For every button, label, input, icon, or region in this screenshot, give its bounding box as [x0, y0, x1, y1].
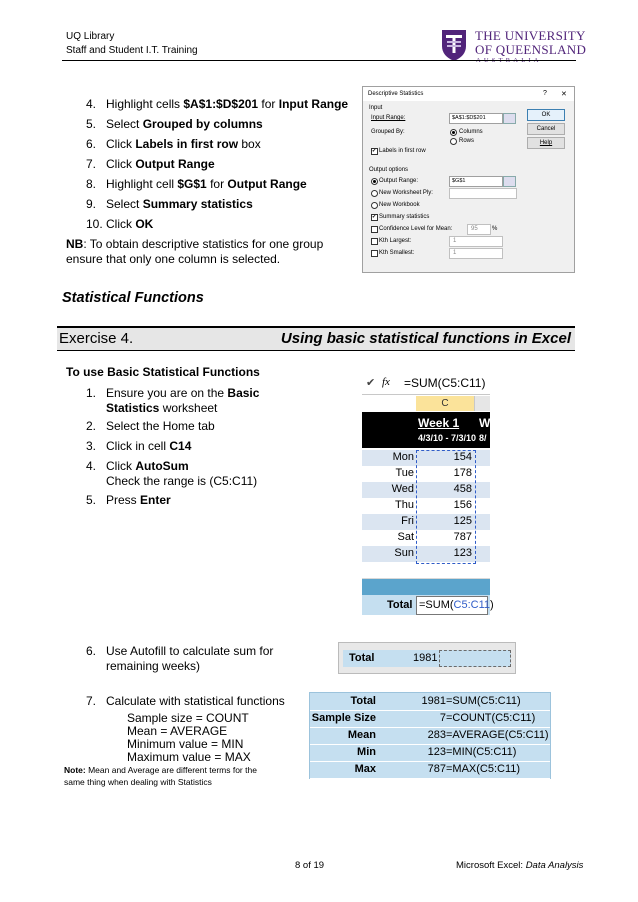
basic-heading: To use Basic Statistical Functions: [66, 365, 260, 379]
kth-smallest-label: Kth Smallest:: [379, 250, 415, 256]
stats-label: Max: [354, 763, 376, 775]
kth-largest-field[interactable]: [449, 236, 503, 247]
logo-line1: THE UNIVERSITY: [475, 28, 586, 43]
autofill-total-label: Total: [349, 652, 375, 664]
selection-marquee: [416, 450, 476, 564]
confidence-label: Confidence Level for Mean:: [379, 226, 453, 232]
note-line2: same thing when dealing with Statistics: [64, 777, 212, 787]
logo-line2: OF QUEENSLAND: [475, 42, 587, 57]
footer-title: Microsoft Excel: Data Analysis: [456, 860, 584, 871]
autofill-row: [343, 650, 511, 667]
note-line1: Mean and Average are different terms for the: [85, 765, 257, 775]
summary-stats-checkbox[interactable]: ✔: [372, 214, 377, 220]
nb-note: [66, 237, 356, 267]
stats-formula[interactable]: =SUM(C5:C11): [446, 695, 521, 707]
cancel-button[interactable]: Cancel: [527, 123, 565, 135]
output-range-label: Output Range:: [379, 178, 419, 184]
day-label: Fri: [401, 515, 414, 527]
exercise-title: Using basic statistical functions in Excel: [280, 330, 571, 347]
day-value[interactable]: 458: [453, 483, 472, 495]
day-label: Wed: [391, 483, 414, 495]
day-label: Sun: [394, 547, 414, 559]
stats-value[interactable]: 1981: [421, 695, 446, 707]
uq-crest-icon: [440, 28, 468, 62]
day-value[interactable]: 125: [453, 515, 472, 527]
day-label: Thu: [395, 499, 414, 511]
total-label: Total: [387, 599, 413, 611]
input-group-label: Input: [369, 105, 383, 111]
day-label: Tue: [395, 467, 414, 479]
stats-value[interactable]: 7: [439, 712, 446, 724]
output-range-field[interactable]: [449, 176, 503, 187]
section-title: Statistical Functions: [62, 290, 204, 306]
confirm-check-icon[interactable]: ✔: [366, 377, 376, 389]
header-line2: Staff and Student I.T. Training: [66, 45, 198, 56]
kth-smallest-value: 1: [453, 250, 457, 256]
confidence-percent: %: [492, 226, 498, 232]
dialog-close-icon[interactable]: ✕: [561, 91, 567, 98]
day-value[interactable]: 178: [453, 467, 472, 479]
radio-columns-label: Columns: [459, 129, 483, 135]
stats-value[interactable]: 283: [427, 729, 446, 741]
kth-smallest-checkbox[interactable]: [371, 250, 378, 257]
input-range-field[interactable]: [449, 113, 503, 124]
step7-item: Minimum value = MIN: [127, 737, 244, 751]
column-header-d: [475, 396, 490, 411]
stats-label: Sample Size: [311, 712, 376, 724]
stats-formula[interactable]: =COUNT(C5:C11): [446, 712, 536, 724]
date-next: 8/: [479, 433, 487, 443]
week-label: Week 1: [418, 416, 460, 430]
ok-button[interactable]: OK: [527, 109, 565, 121]
stats-row: [310, 727, 550, 745]
stats-label: Total: [350, 695, 376, 707]
day-label: Sat: [397, 531, 414, 543]
day-value[interactable]: 123: [453, 547, 472, 559]
step7-item: Maximum value = MAX: [127, 750, 251, 764]
blue-band-row: [362, 579, 490, 595]
stats-formula[interactable]: =MIN(C5:C11): [446, 746, 517, 758]
radio-new-workbook[interactable]: [371, 202, 378, 209]
input-range-collapse-button[interactable]: [503, 113, 516, 124]
confidence-checkbox[interactable]: [371, 226, 378, 233]
stats-row: [310, 761, 550, 779]
stats-row: [310, 710, 550, 728]
formula-text[interactable]: =SUM(C5:C11): [404, 376, 486, 390]
radio-rows[interactable]: [450, 138, 457, 145]
stats-label: Min: [357, 746, 376, 758]
kth-largest-checkbox[interactable]: [371, 238, 378, 245]
step7-item: Sample size = COUNT: [127, 711, 249, 725]
date-range: 4/3/10 - 7/3/10: [418, 433, 477, 443]
day-value[interactable]: 156: [453, 499, 472, 511]
labels-checkbox[interactable]: ✔: [372, 148, 377, 154]
stats-value[interactable]: 123: [427, 746, 446, 758]
input-range-value: $A$1:$D$201: [452, 115, 486, 121]
confidence-field[interactable]: [467, 224, 491, 235]
uq-logo: [440, 28, 587, 68]
descriptive-statistics-dialog: [362, 86, 575, 273]
stats-row: [310, 744, 550, 762]
new-worksheet-label: New Worksheet Ply:: [379, 190, 433, 196]
kth-largest-label: Kth Largest:: [379, 238, 412, 244]
radio-rows-label: Rows: [459, 138, 475, 144]
stats-label: Mean: [347, 729, 376, 741]
help-button[interactable]: Help: [527, 137, 565, 149]
total-formula-cell[interactable]: =SUM(C5:C11): [416, 596, 488, 615]
exercise-bar: [57, 326, 575, 351]
column-header-c[interactable]: C: [416, 396, 475, 411]
footer-page: 8 of 19: [295, 860, 325, 871]
input-range-label: Input Range:: [371, 115, 406, 121]
kth-largest-value: 1: [453, 238, 457, 244]
excel-sheet-autosum: [362, 372, 494, 616]
kth-smallest-field[interactable]: [449, 248, 503, 259]
summary-stats-label: Summary statistics: [379, 214, 430, 220]
nb-line2: ensure that only one column is selected.: [66, 252, 281, 266]
nb-label: NB: [66, 237, 84, 251]
output-group-label: Output options: [369, 167, 409, 173]
day-value[interactable]: 154: [453, 451, 472, 463]
note-label: Note:: [64, 765, 86, 775]
new-workbook-label: New Workbook: [379, 202, 420, 208]
note: [64, 764, 257, 788]
nb-line1: : To obtain descriptive statistics for one group: [83, 237, 324, 251]
stats-value[interactable]: 787: [427, 763, 446, 775]
header-line1: UQ Library: [66, 31, 115, 42]
labels-checkbox-label: Labels in first row: [379, 148, 426, 154]
stats-row: [310, 693, 550, 711]
autofill-screenshot: [338, 642, 516, 674]
dialog-title: Descriptive Statistics: [368, 91, 424, 97]
autofill-total-value: 1981: [413, 652, 438, 664]
new-worksheet-field[interactable]: [449, 188, 517, 199]
dialog-help-icon[interactable]: ?: [543, 90, 547, 97]
fx-icon[interactable]: fx: [382, 376, 390, 388]
header-rule: [62, 60, 576, 61]
autofill-range-box[interactable]: [439, 650, 511, 667]
stats-formula[interactable]: =AVERAGE(C5:C11): [446, 729, 549, 741]
exercise-number: Exercise 4.: [59, 330, 134, 347]
day-label: Mon: [392, 451, 414, 463]
radio-columns[interactable]: [450, 129, 457, 136]
step7-item: Mean = AVERAGE: [127, 724, 228, 738]
confidence-value: 95: [471, 226, 478, 232]
output-range-value: $G$1: [452, 178, 466, 184]
day-value[interactable]: 787: [453, 531, 472, 543]
grouped-by-label: Grouped By:: [371, 129, 405, 135]
week-next-label: W: [479, 416, 491, 430]
stats-table: [309, 692, 551, 779]
radio-new-worksheet[interactable]: [371, 190, 378, 197]
blank-row[interactable]: [362, 562, 490, 579]
radio-output-range[interactable]: [371, 178, 378, 185]
stats-formula[interactable]: =MAX(C5:C11): [446, 763, 521, 775]
output-range-collapse-button[interactable]: [503, 176, 516, 187]
